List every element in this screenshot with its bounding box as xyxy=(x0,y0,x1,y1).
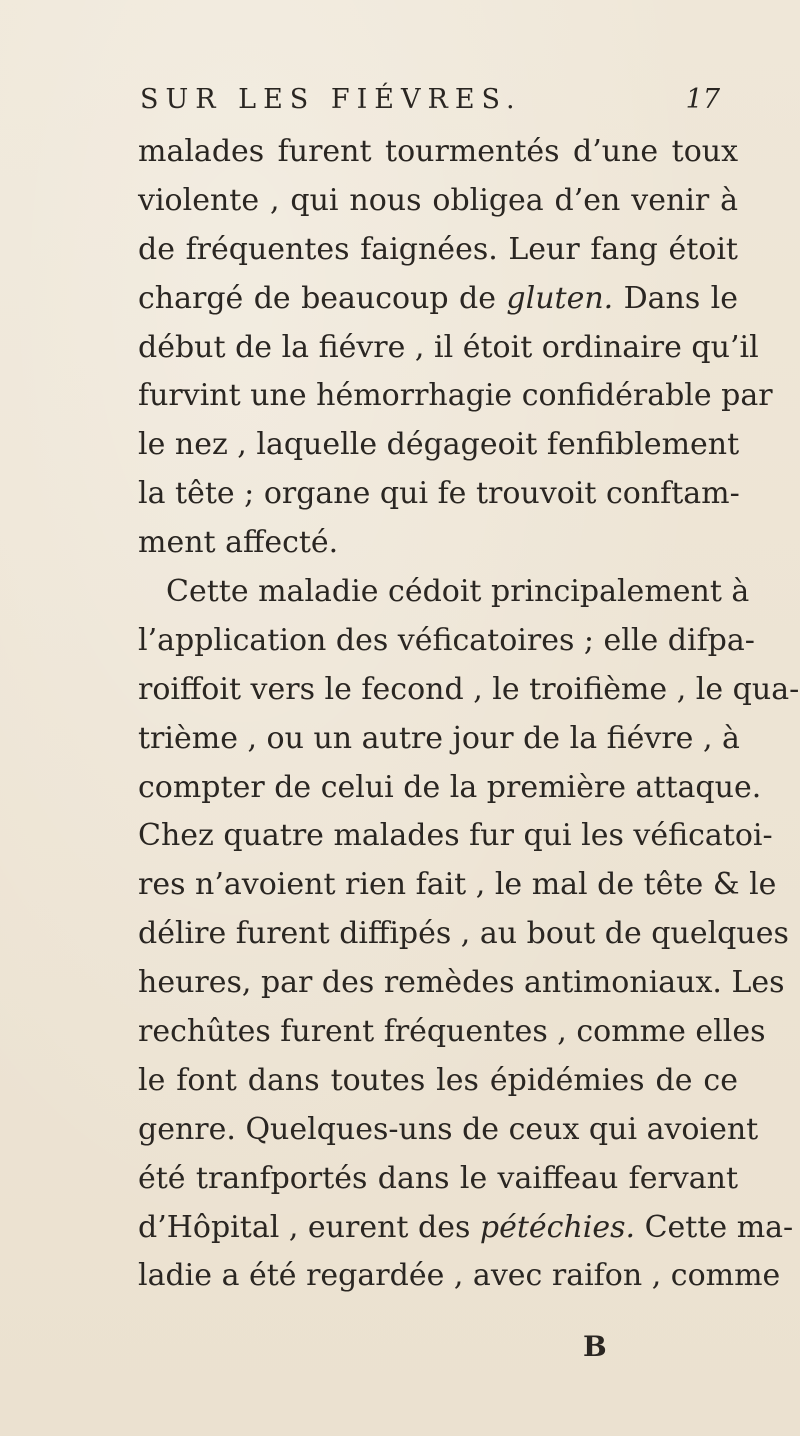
text-line: compter de celui de la première attaque. xyxy=(138,769,762,805)
italic-term: pétéchies. xyxy=(479,1209,636,1245)
text-line: heures, par des remèdes antimoniaux. Les xyxy=(138,965,785,1001)
text-line: trième , ou un autre jour de la fiévre , à xyxy=(138,720,740,756)
text-line: le nez , laquelle dégageoit fenfiblement xyxy=(138,427,740,463)
text-line: délire furent diffipés , au bout de quelques xyxy=(138,916,789,952)
text-line: de fréquentes faignées. Leur fang étoit xyxy=(138,231,738,267)
italic-term: gluten. xyxy=(506,280,614,316)
text-line: malades furent tourmentés d’une toux xyxy=(138,134,738,169)
page-number: 17 xyxy=(685,84,720,115)
text-line: ladie a été regardée , avec raifon , comme xyxy=(138,1258,781,1294)
text-line: début de la fiévre , il étoit ordinaire qu’il xyxy=(138,329,759,365)
text-line: la tête ; organe qui fe trouvoit conftam- xyxy=(138,476,740,512)
text-line: rechûtes furent fréquentes , comme elles xyxy=(138,1014,766,1050)
text-line: le font dans toutes les épidémies de ce xyxy=(138,1062,738,1098)
page-header xyxy=(140,84,720,124)
text-line: roiffoit vers le fecond , le troifième , le qua- xyxy=(138,671,800,707)
text-line: res n’avoient rien fait , le mal de tête & le xyxy=(138,867,777,903)
text-line: Cette maladie cédoit principalement à xyxy=(166,574,750,610)
text-line: ment affecté. xyxy=(138,525,339,561)
text-line: d’Hôpital , eurent des pétéchies. Cette ma- xyxy=(138,1209,794,1245)
text-line: furvint une hémorrhagie confidérable par xyxy=(138,378,773,414)
text-line: l’application des véficatoires ; elle difpa- xyxy=(138,622,755,658)
running-title: SUR LES FIÉVRES. xyxy=(140,84,522,115)
text-line: Chez quatre malades fur qui les véficatoi- xyxy=(138,818,773,854)
body-text xyxy=(138,128,800,1301)
text-line: été tranfportés dans le vaiffeau fervant xyxy=(138,1160,738,1196)
text-line: violente , qui nous obligea d’en venir à xyxy=(138,182,738,218)
text-line: genre. Quelques-uns de ceux qui avoient xyxy=(138,1111,759,1147)
text-line: chargé de beaucoup de gluten. Dans le xyxy=(138,280,738,316)
signature-mark: B xyxy=(583,1330,607,1363)
